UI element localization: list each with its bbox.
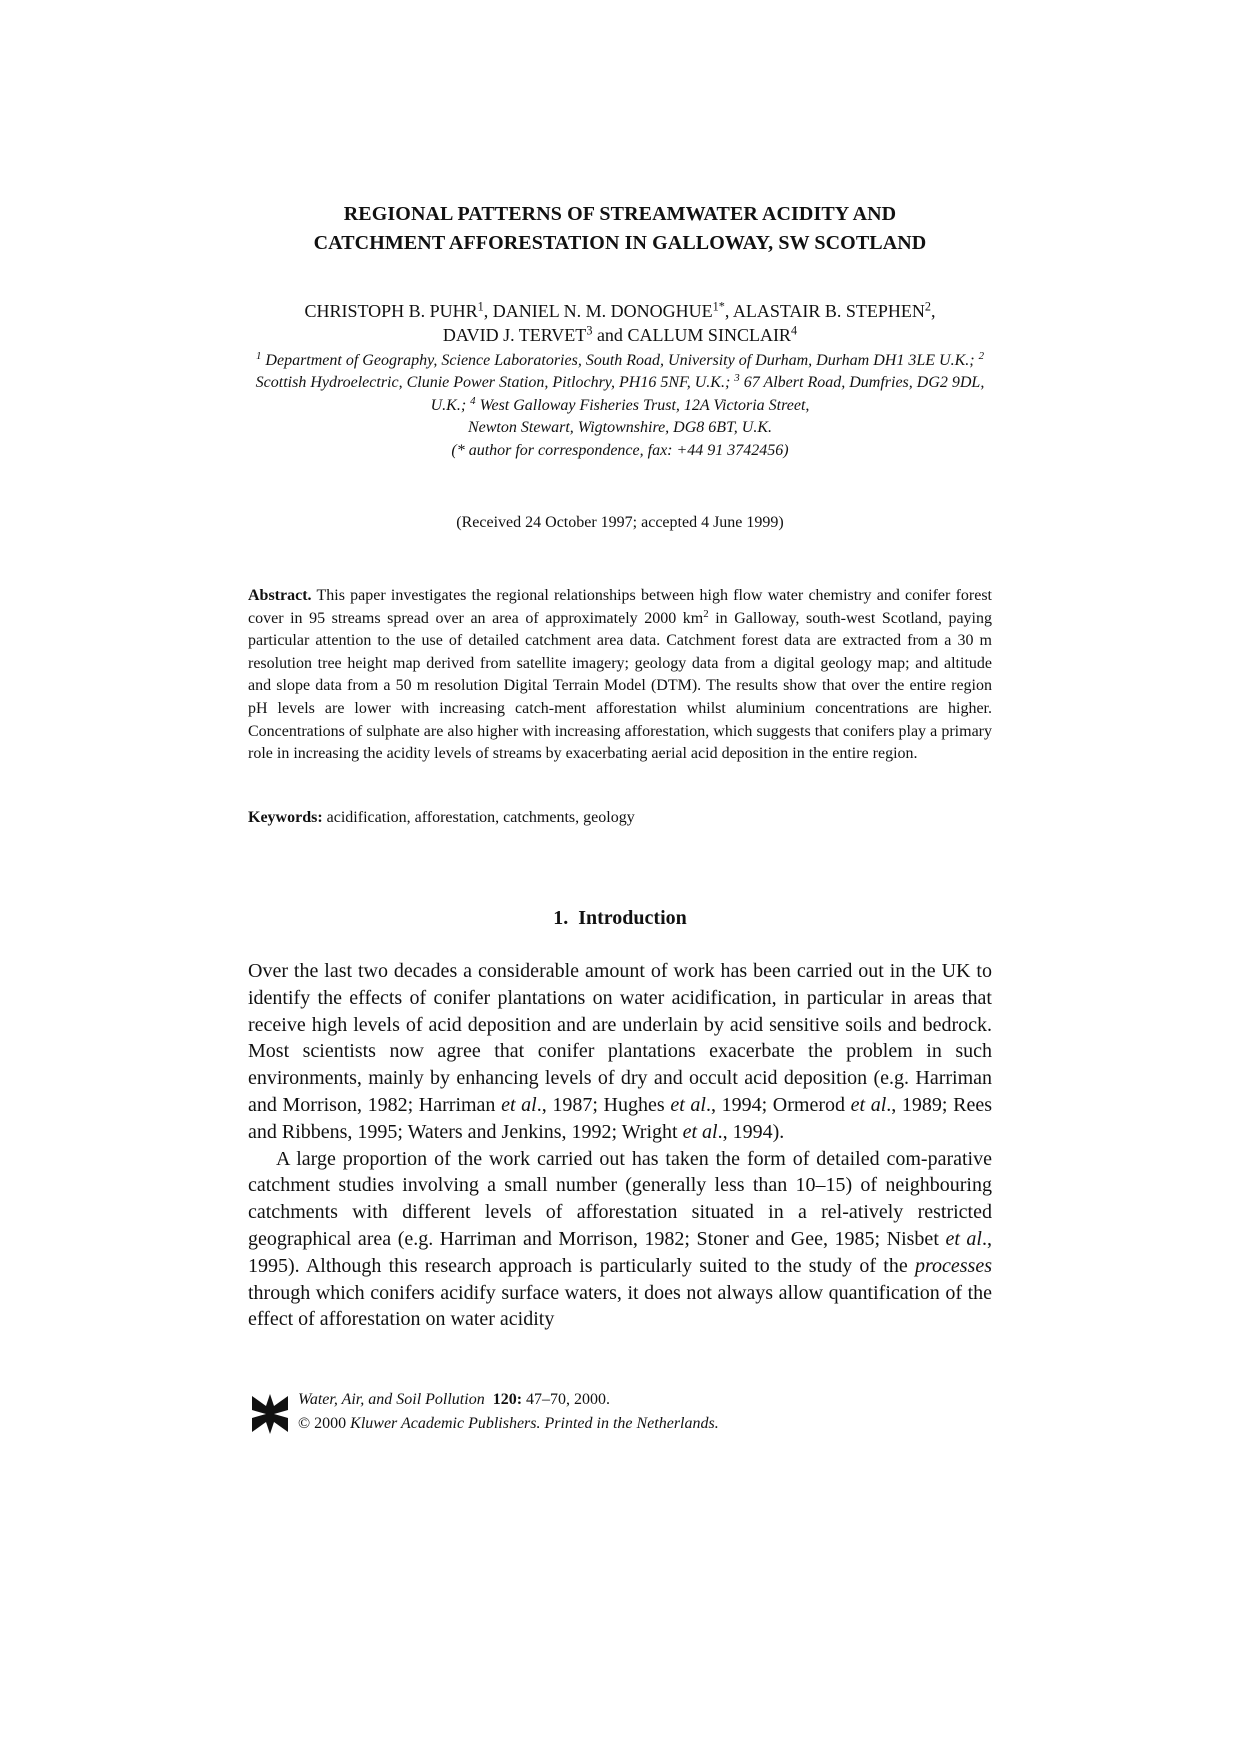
emphasis: et al [501,1093,537,1116]
copyright: © 2000 [298,1415,351,1432]
publisher-logo-icon [250,1392,290,1436]
abstract-label: Abstract. [248,587,312,604]
keywords-label: Keywords: [248,809,323,826]
text-run: ., 1989; Rees and Ribbens, 1995; Waters and Jenkins, 1992; Wright [248,1093,992,1143]
paragraph [248,1146,992,1334]
text-run: through which conifers acidify surface waters, it does not always allow quantification of the effect of afforestation on water acidity [248,1281,992,1331]
affil-text: Newton Stewart, Wigtownshire, DG8 6BT, U.K. [467,419,772,437]
correspondence-note: (* author for correspondence, fax: +44 91 3742456) [451,441,789,459]
section-heading [248,905,992,931]
author-separator: , [931,301,936,321]
body-text [248,958,992,1333]
section-number: 1. [553,907,569,929]
title-line-1: REGIONAL PATTERNS OF STREAMWATER ACIDITY AND [343,203,897,225]
journal-pages: 47–70, 2000. [522,1391,611,1408]
author-affil-mark: 3 [586,323,593,338]
title-line-2: CATCHMENT AFFORESTATION IN GALLOWAY, SW SCOTLAND [313,232,927,254]
publisher-name: Kluwer Academic Publishers. Printed in the Netherlands. [350,1415,719,1432]
abstract [248,585,992,766]
author-affil-mark: 1* [712,299,725,314]
keywords [248,807,992,829]
author-list [240,299,1000,347]
keywords-text: acidification, afforestation, catchments, geology [322,809,635,826]
affil-mark: 1 [255,350,262,363]
affiliations [240,350,1000,462]
text-run: ., 1994; Ormerod [705,1093,851,1116]
author-affil-mark: 4 [790,323,798,338]
author-name: DAVID J. TERVET [442,325,587,345]
abstract-text: in Galloway, south-west Scotland, paying particular attention to the use of detailed catchment area data. Catchment forest data are extracted from a 30 m resolution tree height map derived from satellite imagery; geology data from a digital geology map; and altitude and slope data from a 50 m resolution Digital Terrain Model (DTM). The results show that over the entire region pH levels are lower with increasing catch-ment afforestation whilst aluminium concentrations are higher. Concentrations of sulphate are also higher with increasing afforestation, which suggests that conifers play a primary role in increasing the acidity levels of streams by exacerbating aerial acid deposition in the entire region. [248,609,992,763]
emphasis: et al [682,1120,718,1143]
affil-text: Scottish Hydroelectric, Clunie Power Station, Pitlochry, PH16 5NF, U.K.; [255,374,735,392]
emphasis: et al [945,1227,982,1250]
superscript: 2 [703,607,709,620]
paragraph [248,958,992,1146]
author-name: ALASTAIR B. STEPHEN [732,301,925,321]
affil-mark: 4 [470,394,476,407]
paper-title [248,200,992,258]
affil-text: West Galloway Fisheries Trust, 12A Victoria Street, [475,396,810,414]
affil-mark: 3 [734,372,740,385]
emphasis: processes [914,1254,992,1277]
text-run: A large proportion of the work carried out has taken the form of detailed com-parative catchment studies involving a small number (generally less than 10–15) of neighbouring catchments with different levels of afforestation situated in a rel-atively restricted geographical area (e.g. Harriman and Morrison, 1982; Stoner and Gee, 1985; Nisbet [248,1147,992,1250]
affil-text: Department of Geography, Science Laboratories, South Road, University of Durham, Durham DH1 3LE U.K.; [261,352,979,369]
journal-volume: 120: [492,1391,523,1408]
journal-name: Water, Air, and Soil Pollution [298,1391,485,1408]
section-title: Introduction [578,907,687,929]
author-name: CHRISTOPH B. PUHR [304,301,478,321]
emphasis: et al [670,1093,706,1116]
author-separator: , [483,301,493,321]
affil-text: 67 Albert Road, Dumfries, DG2 9DL, U.K.; [430,374,985,414]
author-affil-mark: 2 [924,299,932,314]
author-affil-mark: 1 [477,299,484,314]
text-run: ., 1995). Although this research approach is particularly suited to the study of the [248,1227,992,1277]
author-separator: , [724,301,733,321]
journal-footer [250,1388,1010,1448]
footer-text [298,1388,719,1436]
author-name: CALLUM SINCLAIR [627,325,791,345]
affil-mark: 2 [978,350,984,363]
text-run: Over the last two decades a considerable amount of work has been carried out in the UK to identify the effects of conifer plantations on water acidification, in particular in areas that receive high levels of acid deposition and are underlain by acid sensitive soils and bedrock. Most scientists now agree that conifer plantations exacerbate the problem in such environments, mainly by enhancing levels of dry and occult acid deposition (e.g. Harriman and Morrison, 1982; Harriman [248,960,992,1116]
text-run: ., 1994). [717,1120,785,1143]
author-conjunction: and [592,325,628,345]
emphasis: et al [850,1093,887,1116]
received-dates: (Received 24 October 1997; accepted 4 June 1999) [456,514,784,531]
text-run: ., 1987; Hughes [536,1093,671,1116]
author-name: DANIEL N. M. DONOGHUE [492,301,713,321]
abstract-text: This paper investigates the regional relationships between high flow water chemistry and conifer forest cover in 95 streams spread over an area of approximately 2000 km [248,587,992,627]
